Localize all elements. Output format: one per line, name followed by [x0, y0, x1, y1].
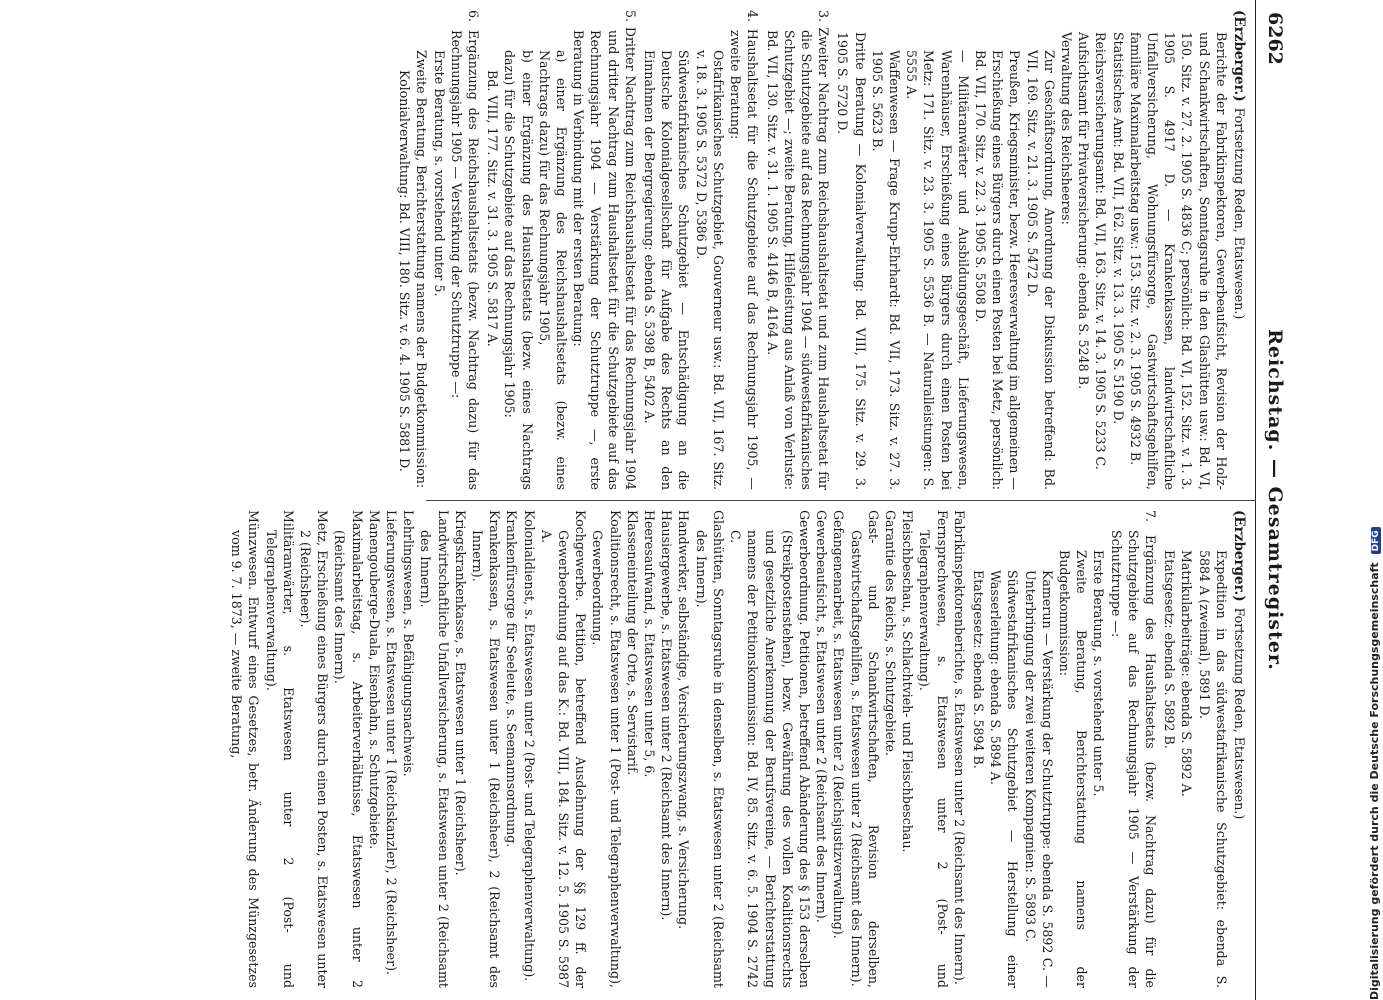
credit-text: Digitalisierung gefördert durch die Deutsche Forschungsgemeinschaft [1368, 562, 1381, 1000]
paragraph: Expedition in das südwestafrikanische Schutzgebiet: ebenda S. 5884 A (zweimal), 5891 D. [1196, 550, 1229, 988]
paragraph: Südwestafrikanisches Schutzgebiet — Herstellung einer Wasserleitung: ebenda S. 5894 A. [988, 570, 1021, 988]
index-entry: Gewerbeordnung. Petitionen, betreffend Abänderung des § 153 derselben (Streikpostenstehen), bezw. Gewährung des vollen Koalitionsrechts und gesetzliche Anerkennung der Berufsvereine, — Berichterstattung namens der Petitionskommission: Bd. IV, 85. Sitz. v. 6. 5. 1904 S. 2742 C. [728, 510, 812, 988]
index-entry: Manengouberge-Duala, Eisenbahn, s. Schutzgebiete. [366, 510, 382, 850]
index-entry: Metz, Erschießung eines Bürgers durch einen Posten, s. Etatswesen unter 2 (Reichsheer). [298, 510, 331, 988]
index-entry: Lehrlingswesen, s. Befähigungsnachweis. [401, 510, 417, 777]
paragraph: Berichte der Fabrikinspektoren, Gewerbeaufsicht, Revision der Holz- und Schankwirtschaften, Sonntagsruhe in den Glashütten usw.: Bd. VI, 150. Sitz. v. 27. 2. 1905 S. 4836 C; persönlich: Bd. VI, 152. Sitz. v. 1. 3. 1905 S. 4917 D. — Krankenkassen, landwirtschaftliche Unfallversicherung, Wohnungsfürsorge, Gastwirtschaftsgehilfen, familiäre Maximalarbeitstag usw.: 153. Sitz. v. 2. 3. 1905 S. 4932 B. [1127, 32, 1229, 490]
paragraph: Verwaltung des Reichsheeres: [1058, 32, 1074, 225]
paragraph: Statistisches Amt: Bd. VII, 162. Sitz. v. 13. 3. 1905 S. 5190 D. [1110, 32, 1126, 425]
index-entry: Koalitionsrecht, s. Etatswesen unter 1 (Post- und Telegraphenverwaltung), Gewerbeordnung. [590, 510, 623, 988]
index-entry: Fleischbeschau, s. Schlachtvieh- und Fleischbeschau. [900, 510, 916, 853]
index-entry: Garantie des Reichs, s. Schutzgebiete. [882, 510, 898, 756]
paragraph: Preußen, Kriegsminister, bezw. Heeresverwaltung im allgemeinen — Erschießung eines Bürgers durch einen Posten bei Metz, persönlich: Bd. VII, 170. Sitz. v. 22. 3. 1905 S. 5508 D. [972, 50, 1023, 490]
paragraph: Zweite Beratung, Berichterstattung namens der Budgetkommission: [414, 50, 430, 489]
index-entry: Krankenfürsorge für Seeleute, s. Seemannsordnung. [504, 510, 520, 848]
index-entry: Kriegskrankenkasse, s. Etatswesen unter 1 (Reichsheer). [452, 510, 468, 876]
paragraph: a) einer Ergänzung des Reichshaushaltsetats (bezw. eines Nachtrags dazu) für das Rechnungsjahr 1905, [536, 50, 570, 490]
digitization-credit [1368, 527, 1381, 1000]
entry-intro: Fortsetzung Reden, Etatswesen.) [1232, 107, 1247, 320]
paragraph: Kolonialverwaltung: Bd. VIII, 180. Sitz. v. 6. 4. 1905 S. 5881 D. [397, 70, 413, 472]
column-divider [426, 500, 1256, 501]
numbered-paragraph: 5. Dritter Nachtrag zum Reichshaushaltsetat für das Rechnungsjahr 1904 und dritter Nachtrag zum Haushaltsetat für die Schutzgebiete auf das Rechnungsjahr 1904 — Verstärkung der Schutztruppe —, erste Beratung in Verbindung mit der ersten Beratung: [571, 10, 638, 490]
numbered-paragraph: 4. Haushaltsetat für die Schutzgebiete auf das Rechnungsjahr 1905, — zweite Beratung: [728, 10, 761, 490]
index-entry: Fernsprechwesen, s. Etatswesen unter 2 (Post- und Telegraphenverwaltung). [917, 510, 950, 988]
entry-head: (Erzberger.) [1231, 10, 1247, 102]
paragraph: Aufsichtsamt für Privatversicherung: ebenda S. 5248 B. [1076, 32, 1092, 389]
paragraph: Südwestafrikanisches Schutzgebiet — Entschädigung an die Deutsche Kolonialgesellschaft für Aufgabe des Rechts an den Einnahmen der Bergregierung: ebenda S. 5398 B, 5402 A. [642, 50, 692, 490]
paragraph: Reichsversicherungsamt: Bd. VII, 163. Sitz. v. 14. 3. 1905 S. 5233 C. [1093, 32, 1109, 470]
index-entry: Lieferungswesen, s. Etatswesen unter 1 (Reichskanzler), 2 (Reichsheer). [384, 510, 400, 976]
index-entry: Gefangenenarbeit, s. Etatswesen unter 2 (Reichsjustizverwaltung). [831, 510, 847, 939]
paragraph: Zweite Beratung, Berichterstattung namens der Budgetkommission: [1056, 550, 1090, 988]
paragraph: Etatsgesetz: ebenda S. 5892 B. [1162, 550, 1178, 749]
paragraph: Bd. VIII, 177. Sitz. v. 31. 3. 1905 S. 5817 A. [485, 70, 501, 347]
index-entry: Handwerker, selbständige, Versicherungszwang, s. Versicherung. [676, 510, 692, 930]
index-entry: Glashütten, Sonntagsruhe in denselben, s. Etatswesen unter 2 (Reichsamt des Innern). [693, 510, 726, 988]
index-entry: Klasseneinteilung der Orte, s. Servistarif. [624, 510, 640, 776]
index-entry: Kolonialdienst, s. Etatswesen unter 2 (Post- und Telegraphenverwaltung). [521, 510, 537, 982]
paragraph: — Militäranwärter und Ausbildungsgeschäft, Lieferungswesen, Warenhäuser, Erschießung eines Bürgers durch einen Posten bei Metz: 171. Sitz. v. 23. 3. 1905 S. 5536 B. — Naturalleistungen: S. 5555 A. [904, 50, 971, 490]
numbered-paragraph: 6. Ergänzung des Reichshaushaltsetats (bezw. Nachtrag dazu) für das Rechnungsjahr 1905 — Verstärkung der Schutztruppe —: [448, 10, 482, 490]
index-entry: Militäranwärter, s. Etatswesen unter 2 (Post- und Telegraphenverwaltung). [263, 510, 296, 988]
paragraph: Dritte Beratung — Kolonialverwaltung: Bd. VIII, 175. Sitz. v. 29. 3. 1905 S. 5720 D. [835, 32, 868, 490]
paragraph: Kamerun — Verstärkung der Schutztruppe: ebenda S. 5892 C. — Unterbringung der zwei weiteren Kompagnien: S. 5893 C. [1022, 570, 1055, 988]
dfg-logo: DFG [1371, 527, 1381, 554]
index-entry: Gewerbeaufsicht, s. Etatswesen unter 2 (Reichsamt des Innern). [814, 510, 830, 923]
paragraph: Waffenwesen — Frage Krupp-Ehrhardt: Bd. VII, 173. Sitz. v. 27. 3. 1905 S. 5623 B. [869, 50, 902, 490]
numbered-paragraph: 7. Ergänzung des Haushaltsetats (bezw. Nachtrag dazu) für die Schutzgebiete auf das Rechnungsjahr 1905 — Verstärkung der Schutztruppe —: [1108, 510, 1158, 988]
index-entry: Krankenkassen, s. Etatswesen unter 1 (Reichsheer), 2 (Reichsamt des Innern). [470, 510, 503, 988]
entry-head: (Erzberger.) [1231, 510, 1247, 602]
left-column [318, 10, 1248, 490]
paragraph: Erste Beratung, s. vorstehend unter 5. [431, 50, 447, 297]
index-entry: Münzwesen. Entwurf eines Gesetzes, betr. Änderung des Münzgesetzes vom 9. 7. 1873, — zweite Beratung, [229, 510, 262, 988]
right-column [229, 510, 1248, 988]
index-entry: Gast- und Schankwirtschaften, Revision derselben, Gastwirtschaftsgehilfen, s. Etatswesen unter 2 (Reichsamt des Innern). [848, 510, 881, 988]
page-number: 6262 [1264, 12, 1286, 65]
paragraph: b) einer Ergänzung des Haushaltsetats (bezw. eines Nachtrags dazu) für die Schutzgebiete auf das Rechnungsjahr 1905: [502, 50, 535, 490]
paragraph: Etatsgesetz: ebenda S. 5894 B. [970, 570, 986, 769]
index-entry: Landwirtschaftliche Unfallversicherung, s. Etatswesen unter 2 (Reichsamt des Innern). [418, 510, 451, 988]
paragraph: Matrikularbeiträge: ebenda S. 5892 A. [1179, 550, 1195, 797]
running-title: Reichstag. — Gesamtregister. [1264, 329, 1286, 671]
index-entry: Kochgewerbe. Petition, betreffend Ausdehnung der §§ 129 ff. der Gewerbeordnung auf das K.: Bd. VIII, 184. Sitz. v. 12. 5. 1905 S. 5987 A. [538, 510, 589, 988]
index-entry: Maximalarbeitstag, s. Arbeiterverhältnisse, Etatswesen unter 2 (Reichsamt des Innern). [332, 510, 365, 988]
index-entry: Fabrikinspektorenberichte, s. Etatswesen unter 2 (Reichsamt des Innern). [951, 510, 967, 985]
index-entry: Hausiergewerbe, s. Etatswesen unter 2 (Reichsamt des Innern). [659, 510, 675, 921]
paragraph: Zur Geschäftsordnung, Anordnung der Diskussion betreffend: Bd. VII, 169. Sitz. v. 21. 3. 1905 S. 5472 D. [1024, 50, 1057, 490]
paragraph: Erste Beratung, s. vorstehend unter 5. [1091, 550, 1107, 797]
numbered-paragraph: 3. Zweiter Nachtrag zum Reichshaushaltsetat und zum Haushaltsetat für die Schutzgebiete auf das Rechnungsjahr 1904 — südwestafrikanisches Schutzgebiet —; zweite Beratung, Hilfeleistung aus Anlaß von Verluste: Bd. VII, 130. Sitz. v. 31. 1. 1905 S. 4146 B, 4164 A. [764, 10, 832, 490]
page-header [1256, 0, 1286, 1000]
index-entry: Heeresaufwand, s. Etatswesen unter 5, 6. [642, 510, 658, 778]
entry-intro: Fortsetzung Reden, Etatswesen.) [1232, 607, 1247, 820]
paragraph: Ostafrikanisches Schutzgebiet, Gouverneur usw.: Bd. VII, 167. Sitz. v. 18. 3. 1905 S. 5372 D, 5386 D. [693, 50, 726, 490]
